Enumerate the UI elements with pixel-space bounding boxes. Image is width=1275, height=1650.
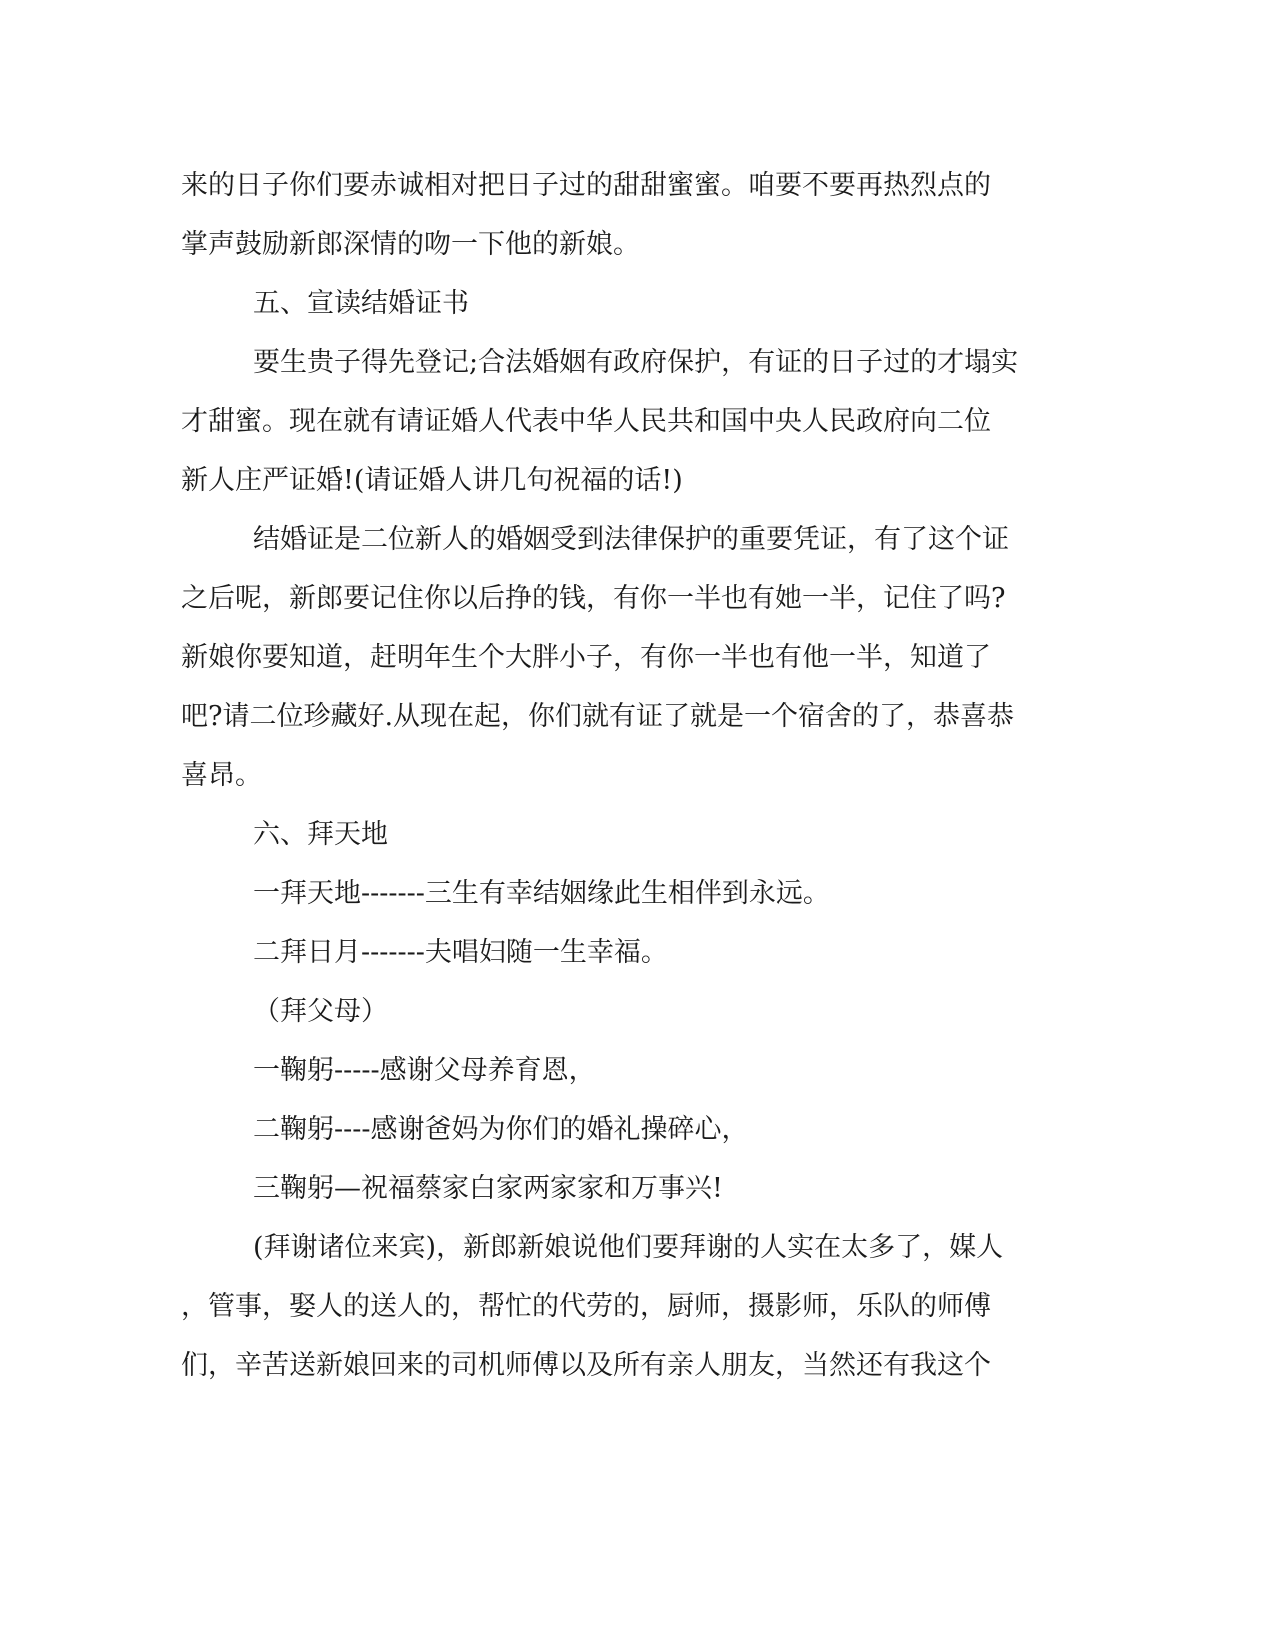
text-line: 三鞠躬—祝福蔡家白家两家家和万事兴! <box>253 1173 723 1204</box>
text-line: 之后呢，新郎要记住你以后挣的钱，有你一半也有她一半，记住了吗? <box>181 583 1006 614</box>
text-line: 新人庄严证婚!(请证婚人讲几句祝福的话!) <box>181 465 683 496</box>
text-line: 才甜蜜。现在就有请证婚人代表中华人民共和国中央人民政府向二位 <box>181 406 991 437</box>
text-line: 来的日子你们要赤诚相对把日子过的甜甜蜜蜜。咱要不要再热烈点的 <box>181 170 991 201</box>
section-heading: 六、拜天地 <box>253 819 388 850</box>
text-line: 吧?请二位珍藏好.从现在起，你们就有证了就是一个宿舍的了，恭喜恭 <box>181 701 1015 732</box>
text-line: 二鞠躬----感谢爸妈为你们的婚礼操碎心， <box>253 1114 749 1145</box>
text-line: 结婚证是二位新人的婚姻受到法律保护的重要凭证，有了这个证 <box>253 524 1009 555</box>
text-line: 们，辛苦送新娘回来的司机师傅以及所有亲人朋友，当然还有我这个 <box>181 1350 991 1381</box>
text-line: 一拜天地-------三生有幸结姻缘此生相伴到永远。 <box>253 878 830 909</box>
text-line: 一鞠躬-----感谢父母养育恩， <box>253 1055 596 1086</box>
text-line: 新娘你要知道，赶明年生个大胖小子，有你一半也有他一半，知道了 <box>181 642 991 673</box>
text-line: (拜谢诸位来宾)，新郎新娘说他们要拜谢的人实在太多了，媒人 <box>253 1232 1004 1263</box>
text-line: 二拜日月-------夫唱妇随一生幸福。 <box>253 937 668 968</box>
document-body <box>181 156 1041 1395</box>
text-line: （拜父母） <box>253 996 388 1027</box>
section-heading: 五、宣读结婚证书 <box>253 288 469 319</box>
text-line: ，管事，娶人的送人的，帮忙的代劳的，厨师，摄影师，乐队的师傅 <box>181 1291 991 1322</box>
text-line: 要生贵子得先登记;合法婚姻有政府保护，有证的日子过的才塌实 <box>253 347 1019 378</box>
text-line: 喜昂。 <box>181 760 262 791</box>
text-line: 掌声鼓励新郎深情的吻一下他的新娘。 <box>181 229 640 260</box>
